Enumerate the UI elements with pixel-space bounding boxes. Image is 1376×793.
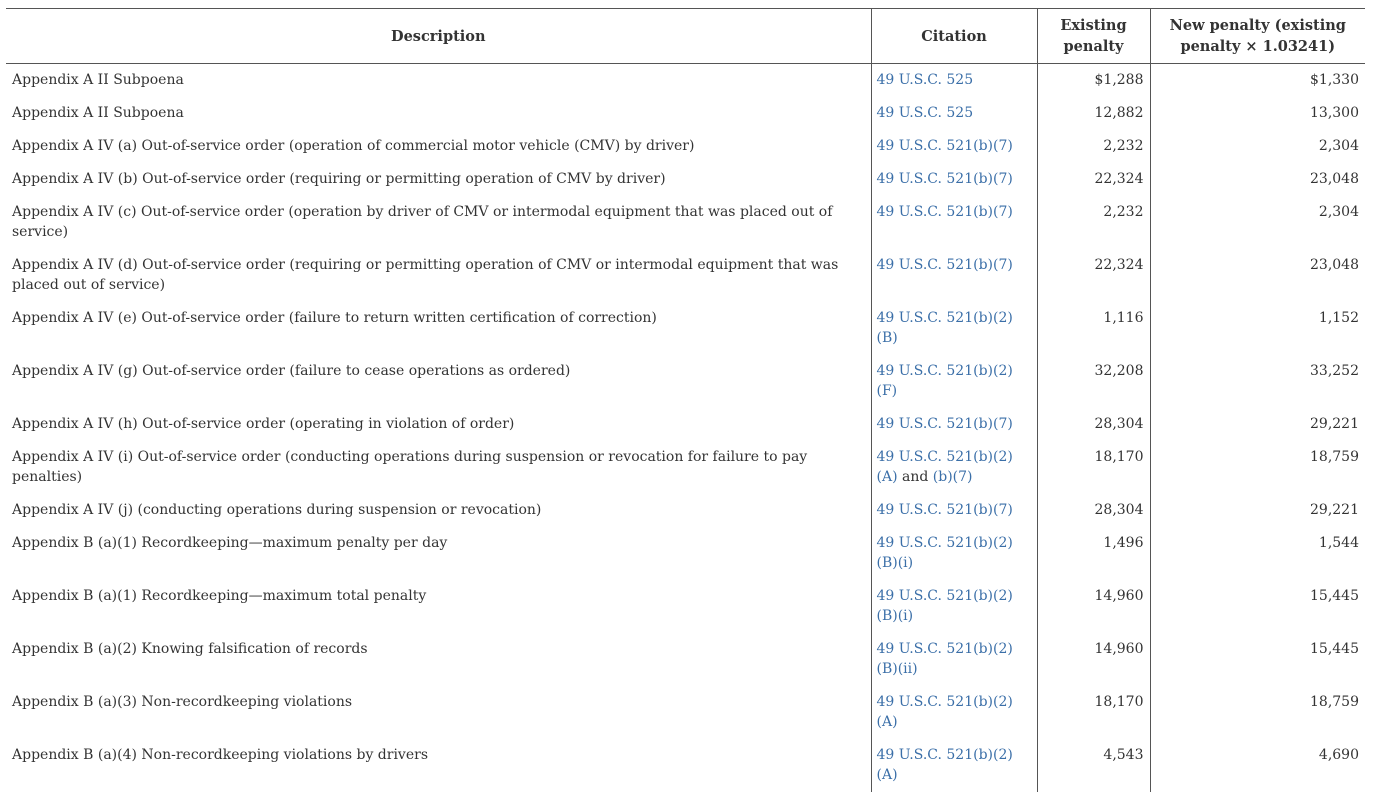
new-penalty-cell: 29,221 — [1150, 494, 1365, 527]
description-cell: Appendix B (a)(1) Recordkeeping—maximum total penalty — [12, 588, 427, 604]
description-cell: Appendix B (a)(3) Non-recordkeeping violations — [12, 694, 353, 710]
header-citation: Citation — [871, 9, 1037, 64]
citation-link[interactable]: 49 U.S.C. 525 — [876, 72, 974, 88]
citation-link[interactable]: 49 U.S.C. 521(b)(2)(A) — [876, 694, 1013, 730]
new-penalty-cell: 1,544 — [1150, 527, 1365, 580]
existing-penalty-cell: 32,208 — [1037, 355, 1150, 408]
description-cell: Appendix A IV (i) Out-of-service order (conducting operations during suspension or revocation for failure to pay penalties) — [12, 449, 808, 485]
citation-cell — [871, 633, 1037, 686]
table-row — [6, 302, 1365, 355]
existing-penalty-cell: 22,324 — [1037, 249, 1150, 302]
new-penalty-cell: 18,759 — [1150, 441, 1365, 494]
citation-link[interactable]: 49 U.S.C. 521(b)(2)(F) — [876, 363, 1013, 399]
citation-link[interactable]: 49 U.S.C. 521(b)(7) — [876, 416, 1013, 432]
table-row — [6, 686, 1365, 739]
citation-cell — [871, 249, 1037, 302]
description-cell: Appendix A IV (e) Out-of-service order (failure to return written certification of correction) — [12, 310, 657, 326]
citation-cell — [871, 97, 1037, 130]
existing-penalty-cell: 1,496 — [1037, 527, 1150, 580]
new-penalty-cell: 18,759 — [1150, 686, 1365, 739]
description-cell: Appendix A II Subpoena — [12, 72, 184, 88]
description-cell: Appendix B (a)(1) Recordkeeping—maximum penalty per day — [12, 535, 448, 551]
citation-cell — [871, 355, 1037, 408]
existing-penalty-cell: 1,116 — [1037, 302, 1150, 355]
citation-cell — [871, 163, 1037, 196]
citation-link[interactable]: 49 U.S.C. 521(b)(7) — [876, 138, 1013, 154]
citation-link[interactable]: 49 U.S.C. 521(b)(7) — [876, 171, 1013, 187]
citation-cell — [871, 302, 1037, 355]
new-penalty-cell: 2,304 — [1150, 130, 1365, 163]
header-new-penalty — [1150, 9, 1365, 64]
existing-penalty-cell: 2,232 — [1037, 130, 1150, 163]
citation-cell — [871, 441, 1037, 494]
new-penalty-cell: 23,048 — [1150, 163, 1365, 196]
citation-link[interactable]: 49 U.S.C. 521(b)(2)(A) — [876, 747, 1013, 783]
citation-link[interactable]: 49 U.S.C. 521(b)(2)(B) — [876, 310, 1013, 346]
table-row — [6, 97, 1365, 130]
table-body — [6, 64, 1365, 793]
header-existing-line2: penalty — [1063, 38, 1124, 55]
table-row — [6, 355, 1365, 408]
description-cell: Appendix A IV (h) Out-of-service order (operating in violation of order) — [12, 416, 515, 432]
penalty-table — [6, 8, 1365, 792]
citation-cell — [871, 196, 1037, 249]
citation-cell — [871, 64, 1037, 98]
description-cell: Appendix A IV (b) Out-of-service order (requiring or permitting operation of CMV by driver) — [12, 171, 666, 187]
existing-penalty-cell: 22,324 — [1037, 163, 1150, 196]
existing-penalty-cell: 14,960 — [1037, 633, 1150, 686]
existing-penalty-cell: 14,960 — [1037, 580, 1150, 633]
citation-link[interactable]: 49 U.S.C. 525 — [876, 105, 974, 121]
table-row — [6, 64, 1365, 98]
existing-penalty-cell: 12,882 — [1037, 97, 1150, 130]
citation-cell — [871, 527, 1037, 580]
description-cell: Appendix A IV (j) (conducting operations during suspension or revocation) — [12, 502, 542, 518]
citation-link[interactable]: 49 U.S.C. 521(b)(7) — [876, 257, 1013, 273]
citation-cell — [871, 686, 1037, 739]
new-penalty-cell: $1,330 — [1150, 64, 1365, 98]
description-cell: Appendix A IV (d) Out-of-service order (requiring or permitting operation of CMV or intermodal equipment that was placed out of service) — [12, 257, 839, 293]
new-penalty-cell: 1,152 — [1150, 302, 1365, 355]
table-row — [6, 527, 1365, 580]
citation-link[interactable]: 49 U.S.C. 521(b)(2)(B)(ii) — [876, 641, 1013, 677]
citation-cell — [871, 494, 1037, 527]
existing-penalty-cell: 28,304 — [1037, 408, 1150, 441]
header-description: Description — [6, 9, 871, 64]
description-cell: Appendix A IV (a) Out-of-service order (operation of commercial motor vehicle (CMV) by driver) — [12, 138, 695, 154]
existing-penalty-cell: 18,170 — [1037, 441, 1150, 494]
header-existing-penalty — [1037, 9, 1150, 64]
new-penalty-cell: 13,300 — [1150, 97, 1365, 130]
new-penalty-cell: 23,048 — [1150, 249, 1365, 302]
citation-cell — [871, 130, 1037, 163]
citation-link[interactable]: 49 U.S.C. 521(b)(7) — [876, 204, 1013, 220]
existing-penalty-cell: 4,543 — [1037, 739, 1150, 792]
table-row — [6, 408, 1365, 441]
citation-link[interactable]: 49 U.S.C. 521(b)(7) — [876, 502, 1013, 518]
existing-penalty-cell: 2,232 — [1037, 196, 1150, 249]
existing-penalty-cell: $1,288 — [1037, 64, 1150, 98]
description-cell: Appendix A IV (c) Out-of-service order (operation by driver of CMV or intermodal equipment that was placed out of service) — [12, 204, 833, 240]
new-penalty-cell: 29,221 — [1150, 408, 1365, 441]
header-existing-line1: Existing — [1060, 17, 1127, 34]
new-penalty-cell: 4,690 — [1150, 739, 1365, 792]
table-row — [6, 739, 1365, 792]
description-cell: Appendix B (a)(2) Knowing falsification of records — [12, 641, 368, 657]
citation-link[interactable]: 49 U.S.C. 521(b)(2)(B)(i) — [876, 588, 1013, 624]
header-new-line1: New penalty (existing — [1169, 17, 1346, 34]
header-new-line2: penalty × 1.03241) — [1180, 38, 1336, 55]
citation-link[interactable]: 49 U.S.C. 521(b)(2)(B)(i) — [876, 535, 1013, 571]
description-cell: Appendix A IV (g) Out-of-service order (failure to cease operations as ordered) — [12, 363, 571, 379]
table-header — [6, 9, 1365, 64]
citation-cell — [871, 408, 1037, 441]
new-penalty-cell: 15,445 — [1150, 633, 1365, 686]
new-penalty-cell: 2,304 — [1150, 196, 1365, 249]
citation-conjunction: and — [897, 469, 933, 485]
description-cell: Appendix B (a)(4) Non-recordkeeping violations by drivers — [12, 747, 429, 763]
existing-penalty-cell: 28,304 — [1037, 494, 1150, 527]
description-cell: Appendix A II Subpoena — [12, 105, 184, 121]
new-penalty-cell: 33,252 — [1150, 355, 1365, 408]
table-row — [6, 249, 1365, 302]
table-row — [6, 633, 1365, 686]
new-penalty-cell: 15,445 — [1150, 580, 1365, 633]
table-row — [6, 163, 1365, 196]
existing-penalty-cell: 18,170 — [1037, 686, 1150, 739]
citation-cell — [871, 580, 1037, 633]
citation-link[interactable]: 49 U.S.C. 521(b)(2)(A) — [876, 449, 1013, 485]
table-row — [6, 130, 1365, 163]
table-row — [6, 196, 1365, 249]
citation-cell — [871, 739, 1037, 792]
table-row — [6, 580, 1365, 633]
table-row — [6, 494, 1365, 527]
citation-link[interactable]: (b)(7) — [932, 469, 973, 485]
table-row — [6, 441, 1365, 494]
